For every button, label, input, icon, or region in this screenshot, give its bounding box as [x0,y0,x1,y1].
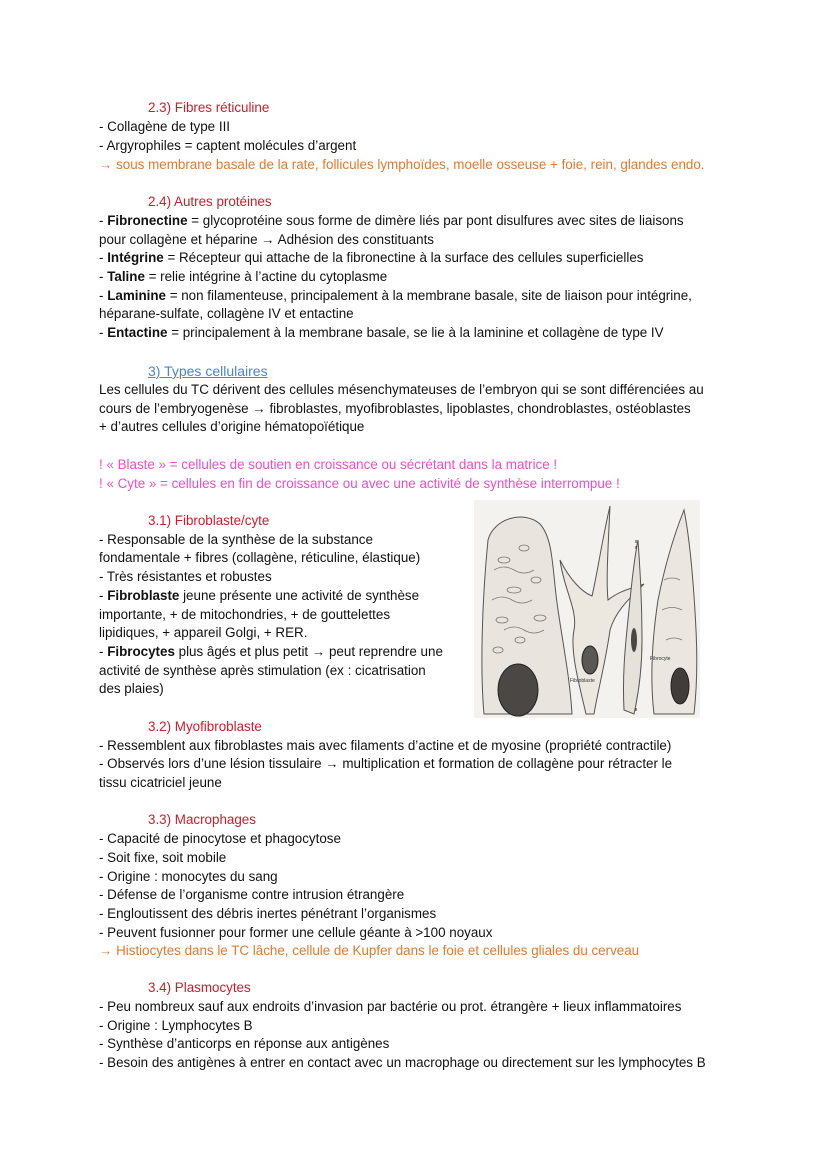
s33-line-4: - Défense de l’organisme contre intrusion étrangère [99,887,405,902]
term-entactine: Entactine [107,325,168,340]
section-3-1-title: 3.1) Fibroblaste/cyte [148,513,270,528]
s24-fibronectine-cont: pour collagène et héparine → Adhésion des constituants [99,232,434,247]
term-fibrocytes: Fibrocytes [107,644,175,659]
s31-fibroblaste: - Fibroblaste jeune présente une activité de synthèse [99,588,420,603]
s24-laminine-cont: héparane-sulfate, collagène IV et entactine [99,306,354,321]
laminine-text: = non filamenteuse, principalement à la membrane basale, site de liaison pour intégrine, [165,288,692,303]
s34-line-4: - Besoin des antigènes à entrer en contact avec un macrophage ou directement sur les lymphocytes B [99,1055,706,1070]
s33-line-5: - Engloutissent des débris inertes pénétrant l’organismes [99,906,437,921]
s3-para-1: Les cellules du TC dérivent des cellules mésenchymateuses de l’embryon qui se sont différenciées au [99,382,704,397]
section-3-4-title: 3.4) Plasmocytes [148,980,251,995]
section-3-title: 3) Types cellulaires [148,363,268,379]
s31-line-5: importante, + de mitochondries, + de gouttelettes [99,607,391,622]
s31-line-9: des plaies) [99,681,164,696]
s23-line-2: - Argyrophiles = captent molécules d’argent [99,138,357,153]
section-2-4-title: 2.4) Autres protéines [148,194,272,209]
s24-laminine: - Laminine = non filamenteuse, principalement à la membrane basale, site de liaison pour intégrine, [99,288,692,303]
s3-para-3: + d’autres cellules d’origine hématopoïétique [99,419,365,434]
note-blaste: ! « Blaste » = cellules de soutien en croissance ou sécrétant dans la matrice ! [99,457,558,472]
fig-label-fibroblaste: Fibroblaste [570,678,595,684]
s31-line-8: activité de synthèse après stimulation (ex : cicatrisation [99,663,426,678]
taline-text: = relie intégrine à l’actine du cytoplasme [144,269,388,284]
integrine-text: = Récepteur qui attache de la fibronectine à la surface des cellules superficielles [163,250,644,265]
s23-line-3: → sous membrane basale de la rate, follicules lymphoïdes, moelle osseuse + foie, rein, glandes endo. [99,157,705,172]
term-integrine: Intégrine [107,250,164,265]
s34-line-3: - Synthèse d’anticorps en réponse aux antigènes [99,1036,390,1051]
note-cyte: ! « Cyte » = cellules en fin de croissance ou avec une activité de synthèse interrompue ! [99,476,620,491]
s31-fibrocytes: - Fibrocytes plus âgés et plus petit → peut reprendre une [99,644,443,659]
s24-fibronectine: - Fibronectine = glycoprotéine sous forme de dimère liés par pont disulfures avec sites de liaisons [99,213,684,228]
s32-line-1: - Ressemblent aux fibroblastes mais avec filaments d’actine et de myosine (propriété contractile) [99,738,672,753]
s32-line-3: tissu cicatriciel jeune [99,775,222,790]
s33-line-6: - Peuvent fusionner pour former une cellule géante à >100 noyaux [99,925,493,940]
fibroblast-fibrocyte-illustration [474,500,700,718]
s24-entactine: - Entactine = principalement à la membrane basale, se lie à la laminine et collagène de type IV [99,325,664,340]
section-2-3-title: 2.3) Fibres réticuline [148,100,270,115]
fibrocytes-text: plus âgés et plus petit → peut reprendre une [174,644,443,659]
s33-line-2: - Soit fixe, soit mobile [99,850,227,865]
s31-line-3: - Très résistantes et robustes [99,569,272,584]
section-3-2-title: 3.2) Myofibroblaste [148,719,262,734]
term-fibroblaste: Fibroblaste [107,588,180,603]
term-laminine: Laminine [107,288,166,303]
s33-line-3: - Origine : monocytes du sang [99,869,278,884]
fibronectine-text: = glycoprotéine sous forme de dimère liés par pont disulfures avec sites de liaisons [187,213,684,228]
fibroblaste-text: jeune présente une activité de synthèse [179,588,420,603]
s23-line-1: - Collagène de type III [99,119,231,134]
section-3-3-title: 3.3) Macrophages [148,812,256,827]
s33-line-7: → Histiocytes dans le TC lâche, cellule de Kupfer dans le foie et cellules gliales du cerveau [99,943,640,958]
fig-label-fibrocyte: Fibrocyte [650,656,671,662]
s31-line-2: fondamentale + fibres (collagène, réticuline, élastique) [99,550,421,565]
s34-line-1: - Peu nombreux sauf aux endroits d’invasion par bactérie ou prot. étrangère + lieux inflammatoires [99,999,682,1014]
s31-line-1: - Responsable de la synthèse de la substance [99,532,373,547]
s34-line-2: - Origine : Lymphocytes B [99,1018,253,1033]
s31-line-6: lipidiques, + appareil Golgi, + RER. [99,625,308,640]
entactine-text: = principalement à la membrane basale, se lie à la laminine et collagène de type IV [167,325,664,340]
term-taline: Taline [107,269,145,284]
s33-line-1: - Capacité de pinocytose et phagocytose [99,831,341,846]
s32-line-2: - Observés lors d’une lésion tissulaire → multiplication et formation de collagène pour rétracter le [99,756,673,771]
term-fibronectine: Fibronectine [107,213,188,228]
s24-integrine: - Intégrine = Récepteur qui attache de la fibronectine à la surface des cellules superficielles [99,250,644,265]
s24-taline: - Taline = relie intégrine à l’actine du cytoplasme [99,269,388,284]
s3-para-2: cours de l’embryogenèse → fibroblastes, myofibroblastes, lipoblastes, chondroblastes, ostéoblastes [99,401,691,416]
